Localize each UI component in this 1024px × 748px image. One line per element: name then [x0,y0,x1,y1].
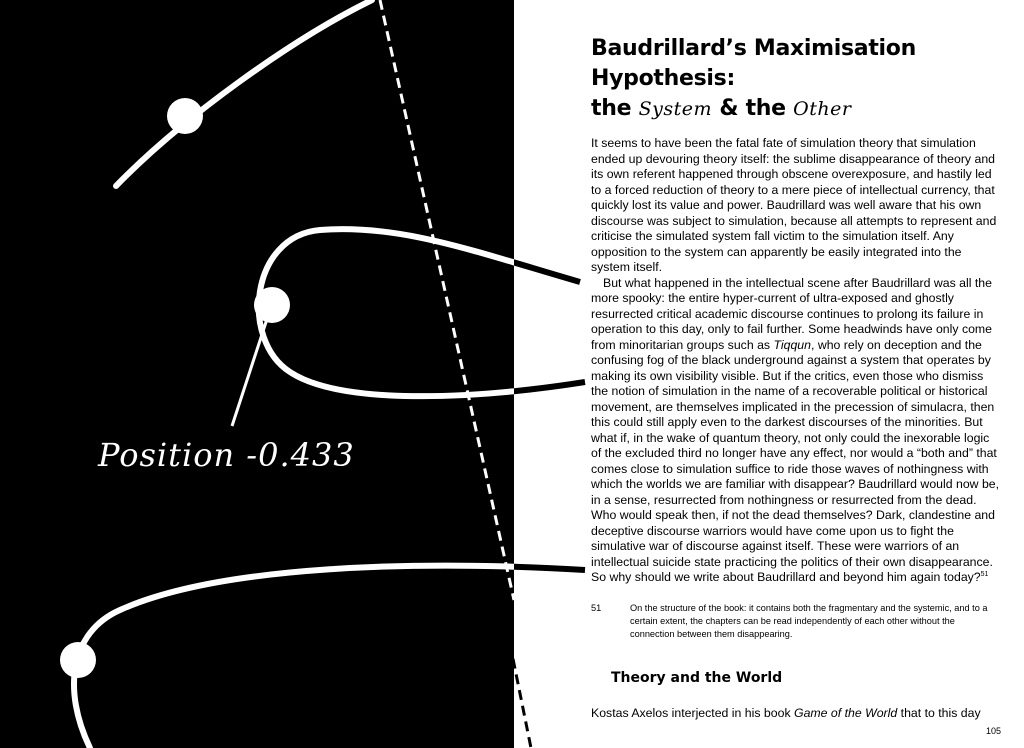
top-curve-marker [167,98,203,134]
footnote-number: 51 [591,603,602,613]
position-label: Position -0.433 [98,436,355,474]
paragraph-2-part-a: But what happened in the intellectual scene after Baudrillard was all the more spooky: the entire hyper-current of ultra-exposed and ghostly resurrected critical academic discourse continues to prolong its failure in operation to this day, only to fail further. Some headwinds have only come from minoritarian groups such as [591,275,993,352]
paragraph-2 [591,276,1001,586]
paragraph-1: It seems to have been the fatal fate of simulation theory that simulation ended up devouring theory itself: the sublime disappearance of theory and its own referent happened through obscene overexposure, and hastily led to a forced reduction of theory to a mere piece of intellectual currency, that quickly lost its value and power. Baudrillard was well aware that his own discourse was subject to simulation, because all attempts to represent and criticise the simulated system fall victim to the simulation itself. Any opposition to the system can apparently be easily integrated into the system itself. [591,136,997,274]
continuing-paragraph-part-a: Kostas Axelos interjected in his book [591,706,791,720]
middle-loop-marker [254,287,290,323]
footnote-text: On the structure of the book: it contains both the fragmentary and the systemic, and to a certain extent, the chapters can be read independently of each other without the connection between them disappearing. [630,603,988,639]
page-heading [591,34,1011,124]
section-subheading: Theory and the World [611,670,783,686]
continuing-paragraph-part-b: that to this day [900,706,981,720]
continuing-paragraph [591,706,1011,720]
heading-word-system: System [638,98,712,120]
continuing-paragraph-italic: Game of the World [794,706,898,720]
paragraph-2-italic: Tiqqun [773,337,811,352]
heading-line-1: Baudrillard’s Maximisation Hypothesis: [591,36,916,91]
paragraph-2-part-b: , who rely on deception and the confusing fog of the black underground against a system that operates by making its own visibility visible. But if the critics, even those who dismiss the notion of simulation in the name of a recoverable political or historical movement, are themselves implicated in the precession of simulacra, then this could still apply even to the darkest discourses of the minorities. But what if, in the wake of quantum theory, not only could the inexorable logic of the excluded third no longer have any effect, nor would a “both and” that comes close to simulation suffice to ride those waves of nothingness with which the worlds we are familiar with disappear? Baudrillard would now be, in a sense, resurrected from nothingness or resurrected from the dead. Who would speak then, if not the dead themselves? Dark, clandestine and deceptive discourse warriors would have come upon us to fight the simulative war of discourse against itself. These were warriors of an intellectual suicide state practicing the politics of their own disappearance. So why should we write about Baudrillard and beyond him again today? [591,337,1000,584]
heading-word-other: Other [793,98,852,120]
bottom-curve-marker [60,642,96,678]
heading-amp-the: & the [719,96,786,121]
footnote [591,602,991,641]
footnote-reference[interactable]: 51 [980,570,989,578]
heading-prefix: the [591,96,632,121]
page-number: 105 [986,726,1002,736]
body-text [591,136,1001,586]
